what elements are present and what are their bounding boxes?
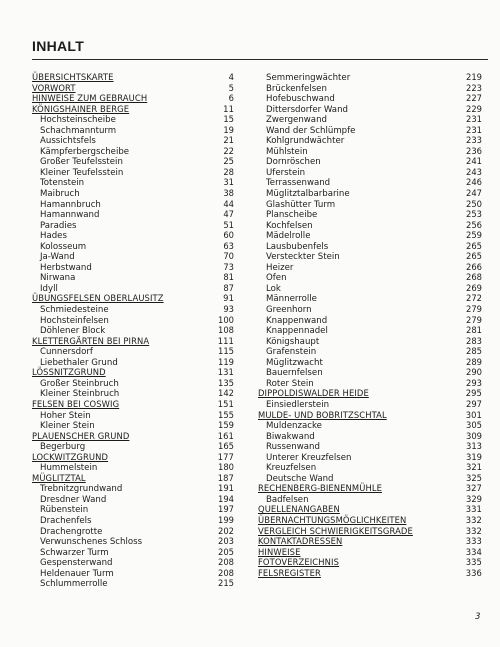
toc-entry-page: 313 [466,441,482,452]
toc-subentry [32,378,234,389]
toc-entry-label: Lausbubenfels [266,241,329,252]
toc-entry-page: 115 [218,346,234,357]
toc-entry-label: Dresdner Wand [40,494,107,505]
toc-entry-page: 191 [218,483,234,494]
toc-subentry [258,251,482,262]
toc-entry-label: ÜBERSICHTSKARTE [32,72,114,82]
toc-entry-page: 38 [223,188,234,199]
toc-entry-label: Hamannwand [40,210,100,221]
toc-entry-page: 259 [466,230,482,241]
toc-subentry [32,441,234,452]
toc-subentry [32,515,234,526]
toc-subentry [32,262,234,273]
toc-subentry [258,441,482,452]
toc-entry-page: 233 [466,135,482,146]
toc-subentry [258,494,482,505]
toc-entry-page: 335 [465,557,482,568]
toc-entry-page: 236 [466,145,482,156]
toc-entry-label: QUELLENANGABEN [258,504,340,515]
toc-section-entry [32,473,234,484]
toc-entry-label: Gespensterwand [40,558,113,569]
toc-subentry [32,220,234,231]
toc-entry-label: Döhlener Block [40,326,106,337]
toc-entry-label: Schmiedesteine [40,305,109,316]
toc-entry-label: FELSREGISTER [258,567,321,578]
toc-entry-page: 241 [466,156,482,167]
toc-entry-label: Hummelstein [40,463,98,474]
toc-entry-label: Aussichtsfels [40,136,96,147]
toc-subentry [258,125,482,136]
toc-entry-label: HINWEISE ZUM GEBRAUCH [32,93,148,104]
toc-subentry [32,325,234,336]
toc-subentry [258,104,482,115]
toc-entry-label: KLETTERGÄRTEN BEI PIRNA [32,335,150,346]
toc-entry-label: Königshaupt [266,336,320,347]
toc-entry-page: 295 [465,388,482,399]
toc-entry-label: Maibruch [40,189,80,200]
toc-entry-label: PLAUENSCHER GRUND [32,430,130,441]
toc-entry-label: KONTAKTADRESSEN [258,536,343,547]
toc-subentry [32,388,234,399]
toc-subentry [32,315,234,326]
toc-subentry [258,325,482,336]
toc-subentry [258,283,482,294]
toc-subentry [32,526,234,537]
toc-entry-page: 93 [223,304,234,315]
toc-entry-label: ÜBERNACHTUNGSMÖGLICHKEITEN [258,514,407,525]
toc-entry-label: MÜGLITZTAL [32,472,86,483]
toc-entry-page: 63 [223,240,234,251]
toc-section-entry [258,515,482,526]
toc-entry-page: 243 [466,166,482,177]
toc-subentry [258,452,482,463]
toc-entry-page: 108 [218,325,234,336]
toc-entry-page: 247 [466,188,482,199]
toc-subentry [258,315,482,326]
toc-entry-label: Hoher Stein [40,410,91,421]
toc-entry-label: Grafenstein [266,347,317,358]
toc-subentry [258,473,482,484]
toc-entry-label: Begerburg [40,442,86,453]
toc-subentry [258,146,482,157]
toc-subentry [32,156,234,167]
toc-entry-label: HINWEISE [258,546,301,557]
toc-entry-label: Zwergenwand [266,115,327,126]
toc-subentry [32,199,234,210]
toc-entry-label: Biwakwand [266,431,315,442]
toc-entry-page: 91 [223,293,234,304]
toc-entry-page: 227 [466,93,482,104]
toc-subentry [258,272,482,283]
toc-entry-page: 197 [218,504,234,515]
toc-entry-page: 331 [465,504,482,515]
toc-subentry [258,357,482,368]
toc-entry-page: 215 [218,578,234,589]
toc-entry-label: Ja-Wand [40,252,75,263]
toc-entry-page: 269 [466,282,482,293]
toc-entry-page: 47 [223,209,234,220]
toc-subentry [32,283,234,294]
toc-section-entry [258,547,482,558]
toc-entry-label: Mühlstein [266,146,308,157]
page-title: INHALT [32,38,85,54]
toc-entry-label: Wand der Schlümpfe [266,125,356,136]
toc-entry-label: Totenstein [40,178,85,189]
toc-subentry [258,378,482,389]
toc-subentry [258,199,482,210]
toc-section-entry [258,536,482,547]
toc-subentry [32,125,234,136]
toc-entry-page: 165 [218,441,234,452]
toc-entry-page: 60 [223,230,234,241]
toc-entry-label: Schwarzer Turm [40,547,109,558]
toc-entry-page: 289 [466,356,482,367]
toc-entry-page: 142 [218,388,234,399]
toc-entry-label: Badfelsen [266,494,309,505]
toc-entry-label: Großer Steinbruch [40,378,119,389]
toc-entry-label: Knappennadel [266,326,328,337]
toc-entry-label: Kleiner Steinbruch [40,389,120,400]
toc-subentry [258,188,482,199]
toc-subentry [258,336,482,347]
toc-subentry [32,578,234,589]
toc-entry-label: Greenhorn [266,305,312,316]
toc-entry-label: Versteckter Stein [266,252,340,263]
toc-entry-label: Nirwana [40,273,76,284]
toc-entry-label: Schachmannturm [40,125,117,136]
toc-entry-label: Verwunschenes Schloss [40,537,143,548]
toc-entry-page: 283 [466,335,482,346]
toc-entry-page: 327 [465,483,482,494]
toc-entry-page: 333 [465,536,482,547]
toc-entry-page: 119 [218,356,234,367]
toc-entry-page: 219 [466,72,482,82]
toc-subentry [258,346,482,357]
toc-entry-page: 329 [466,493,482,504]
toc-subentry [258,399,482,410]
toc-entry-page: 15 [223,114,234,125]
toc-section-entry [32,72,234,83]
toc-entry-page: 44 [223,198,234,209]
toc-entry-page: 111 [217,335,234,346]
toc-entry-page: 319 [466,451,482,462]
toc-entry-label: Liebethaler Grund [40,357,118,368]
toc-subentry [32,209,234,220]
toc-section-entry [258,483,482,494]
toc-subentry [258,83,482,94]
toc-entry-label: Dittersdorfer Wand [266,104,348,115]
toc-entry-label: VORWORT [32,82,76,93]
toc-entry-label: Terrassenwand [266,178,331,189]
toc-subentry [32,167,234,178]
toc-entry-page: 208 [218,557,234,568]
toc-entry-label: Kohlgrundwächter [266,136,345,147]
toc-section-entry [258,388,482,399]
toc-subentry [32,410,234,421]
toc-subentry [32,230,234,241]
toc-entry-label: Planscheibe [266,210,318,221]
toc-subentry [32,462,234,473]
toc-entry-label: Uferstein [266,167,306,178]
toc-subentry [32,188,234,199]
toc-entry-label: FELSEN BEI COSWIG [32,398,120,409]
toc-entry-page: 81 [223,272,234,283]
toc-entry-label: Brückenfelsen [266,83,327,94]
toc-section-entry [32,83,234,94]
toc-entry-page: 246 [466,177,482,188]
toc-entry-page: 332 [465,514,482,525]
toc-subentry [258,177,482,188]
toc-entry-page: 187 [217,472,234,483]
toc-entry-page: 281 [466,325,482,336]
toc-entry-label: Bauernfelsen [266,368,323,379]
toc-entry-label: Schlummerrolle [40,579,108,590]
toc-subentry [258,230,482,241]
toc-subentry [32,114,234,125]
toc-entry-label: Roter Stein [266,378,314,389]
toc-entry-page: 268 [466,272,482,283]
toc-entry-page: 4 [228,72,234,82]
toc-subentry [258,220,482,231]
toc-entry-page: 279 [466,314,482,325]
toc-entry-label: Paradies [40,220,77,231]
toc-section-entry [32,452,234,463]
toc-entry-page: 5 [228,82,234,93]
toc-entry-page: 11 [223,103,234,114]
toc-entry-page: 155 [218,409,234,420]
toc-entry-page: 28 [223,166,234,177]
toc-entry-label: LÖSSNITZGRUND [32,367,106,378]
toc-entry-page: 51 [223,219,234,230]
toc-entry-label: ÜBUNGSFELSEN OBERLAUSITZ [32,293,164,304]
toc-subentry [32,483,234,494]
toc-section-entry [32,336,234,347]
toc-entry-label: Kleiner Stein [40,421,95,432]
toc-entry-page: 22 [223,145,234,156]
toc-entry-label: Einsiedlerstein [266,399,330,410]
toc-entry-label: Deutsche Wand [266,473,334,484]
toc-section-entry [258,568,482,579]
toc-entry-label: Kreuzfelsen [266,463,317,474]
toc-entry-label: Großer Teufelsstein [40,157,123,168]
toc-subentry [32,504,234,515]
toc-subentry [32,568,234,579]
toc-entry-page: 31 [223,177,234,188]
toc-entry-page: 293 [466,377,482,388]
toc-section-entry [32,367,234,378]
toc-entry-page: 131 [217,367,234,378]
toc-subentry [258,72,482,83]
toc-section-entry [32,431,234,442]
toc-section-entry [258,504,482,515]
toc-entry-label: Cunnersdorf [40,347,93,358]
toc-entry-page: 229 [466,103,482,114]
toc-entry-label: Semmeringwächter [266,73,351,83]
toc-subentry [32,536,234,547]
toc-entry-label: Lok [266,283,281,294]
toc-entry-label: KÖNIGSHAINER BERGE [32,103,130,114]
toc-subentry [32,494,234,505]
toc-subentry [258,93,482,104]
toc-entry-page: 334 [465,546,482,557]
toc-subentry [258,209,482,220]
toc-entry-label: Kolosseum [40,241,87,252]
toc-entry-label: Kleiner Teufelsstein [40,167,124,178]
toc-entry-page: 231 [466,124,482,135]
toc-left-column [32,72,234,589]
toc-entry-page: 135 [218,377,234,388]
toc-subentry [258,431,482,442]
page-number: 3 [475,612,481,622]
toc-entry-page: 285 [466,346,482,357]
toc-entry-page: 250 [466,198,482,209]
toc-entry-page: 6 [228,93,234,104]
toc-entry-label: Männerrolle [266,294,317,305]
toc-subentry [32,177,234,188]
toc-entry-page: 159 [218,420,234,431]
toc-entry-page: 305 [466,420,482,431]
toc-entry-label: Hofebuschwand [266,94,335,105]
toc-entry-label: Kochfelsen [266,220,313,231]
toc-section-entry [32,104,234,115]
toc-entry-label: LOCKWITZGRUND [32,451,109,462]
toc-section-entry [258,410,482,421]
toc-entry-page: 265 [466,251,482,262]
toc-entry-page: 231 [466,114,482,125]
toc-subentry [32,420,234,431]
toc-subentry [32,557,234,568]
title-divider [32,59,488,60]
toc-entry-page: 194 [218,493,234,504]
toc-entry-label: DIPPOLDISWALDER HEIDE [258,388,369,399]
toc-entry-label: Drachengrotte [40,526,103,537]
toc-subentry [258,262,482,273]
toc-entry-page: 272 [466,293,482,304]
toc-entry-page: 180 [218,462,234,473]
toc-entry-page: 332 [465,525,482,536]
toc-entry-page: 21 [223,135,234,146]
toc-subentry [258,367,482,378]
toc-entry-label: Unterer Kreuzfelsen [266,452,352,463]
toc-entry-label: Herbstwand [40,262,92,273]
toc-entry-page: 265 [466,240,482,251]
toc-section-entry [258,557,482,568]
toc-entry-label: Drachenfels [40,515,92,526]
toc-entry-page: 199 [218,514,234,525]
toc-entry-page: 177 [217,451,234,462]
toc-entry-page: 279 [466,304,482,315]
toc-section-entry [32,399,234,410]
toc-entry-page: 100 [218,314,234,325]
toc-entry-label: MULDE- UND BOBRITZSCHTAL [258,409,387,420]
toc-section-entry [32,93,234,104]
toc-subentry [32,251,234,262]
toc-entry-label: Kämpferbergscheibe [40,146,130,157]
toc-entry-page: 70 [223,251,234,262]
toc-subentry [32,346,234,357]
toc-entry-label: FOTOVERZEICHNIS [258,557,340,568]
toc-subentry [32,272,234,283]
toc-entry-label: Russenwand [266,442,320,453]
toc-subentry [258,462,482,473]
toc-entry-label: Ofen [266,273,287,284]
toc-subentry [258,420,482,431]
toc-entry-label: Mädelrolle [266,231,311,242]
toc-entry-label: Glashütter Turm [266,199,336,210]
toc-entry-page: 266 [466,261,482,272]
toc-entry-page: 253 [466,209,482,220]
toc-entry-label: Knappenwand [266,315,328,326]
toc-entry-page: 321 [466,462,482,473]
toc-entry-page: 208 [218,567,234,578]
toc-entry-page: 73 [223,261,234,272]
toc-right-column [258,72,482,578]
toc-entry-page: 25 [223,156,234,167]
toc-entry-page: 151 [217,398,234,409]
toc-entry-label: Heldenauer Turm [40,568,114,579]
toc-section-entry [258,526,482,537]
toc-entry-label: Heizer [266,262,294,273]
toc-entry-page: 297 [466,398,482,409]
toc-entry-label: RECHENBERG-BIENENMÜHLE [258,483,383,494]
toc-entry-page: 202 [218,525,234,536]
toc-subentry [32,146,234,157]
toc-entry-page: 309 [466,430,482,441]
toc-subentry [32,241,234,252]
toc-entry-page: 87 [223,282,234,293]
toc-entry-page: 19 [223,124,234,135]
toc-subentry [258,167,482,178]
toc-entry-label: Trebnitzgrundwand [40,484,123,495]
toc-entry-page: 161 [217,430,234,441]
toc-entry-label: Müglitzwacht [266,357,323,368]
toc-entry-page: 290 [466,367,482,378]
toc-subentry [258,114,482,125]
toc-entry-page: 325 [466,472,482,483]
toc-entry-label: Hochsteinscheibe [40,115,116,126]
toc-subentry [258,241,482,252]
toc-entry-page: 336 [465,567,482,578]
toc-subentry [32,547,234,558]
toc-entry-page: 203 [218,536,234,547]
toc-entry-page: 205 [218,546,234,557]
toc-entry-label: Idyll [40,283,58,294]
toc-subentry [32,304,234,315]
toc-subentry [32,135,234,146]
toc-entry-label: Hades [40,231,67,242]
toc-entry-label: VERGLEICH SCHWIERIGKEITSGRADE [258,525,413,536]
toc-entry-label: Muldenzacke [266,421,322,432]
toc-entry-label: Dornröschen [266,157,321,168]
toc-subentry [258,304,482,315]
toc-entry-page: 223 [466,82,482,93]
toc-entry-page: 256 [466,219,482,230]
toc-entry-label: Hamannbruch [40,199,101,210]
toc-subentry [258,293,482,304]
toc-subentry [32,357,234,368]
toc-subentry [258,156,482,167]
toc-entry-page: 301 [465,409,482,420]
toc-subentry [258,135,482,146]
toc-entry-label: Hochsteinfelsen [40,315,109,326]
toc-entry-label: Rübenstein [40,505,89,516]
toc-section-entry [32,293,234,304]
toc-entry-label: Müglitztalbarbarine [266,189,350,200]
